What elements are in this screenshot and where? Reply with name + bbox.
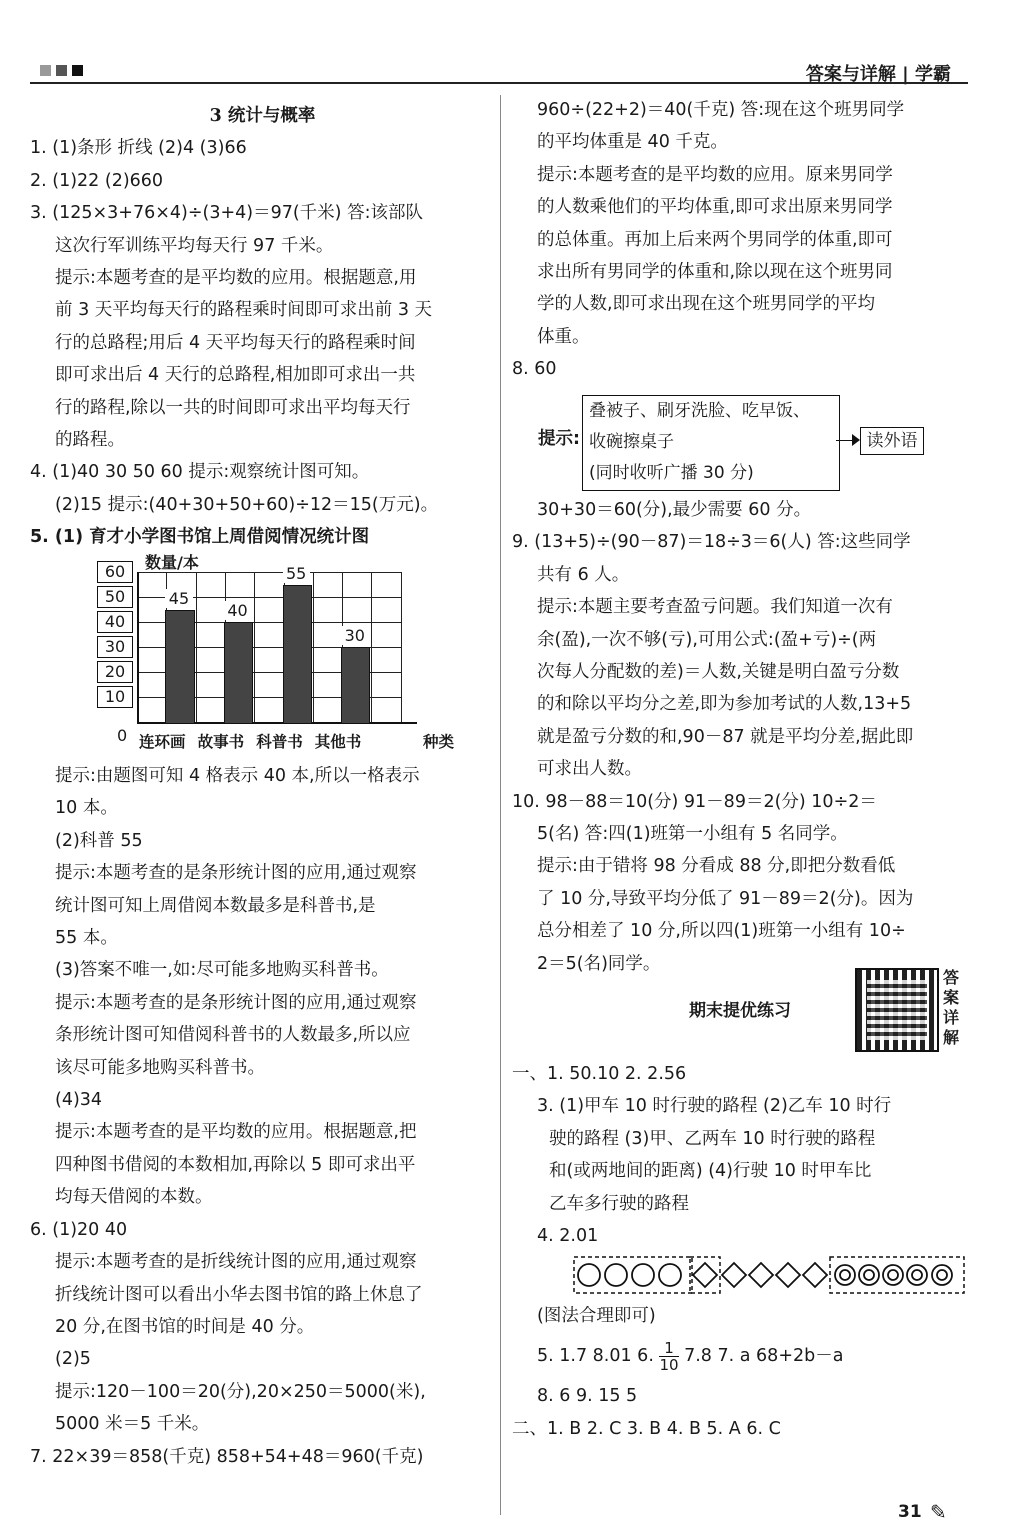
hint-line: 提示:本题考查的是条形统计图的应用,通过观察 (55, 992, 417, 1013)
circle-shape (578, 1264, 600, 1286)
chart-bar (224, 622, 253, 724)
chart-y-axis (137, 572, 139, 722)
section-title: 3 统计与概率 (209, 106, 316, 126)
answer-line: 驶的路程 (3)甲、乙两车 10 时行驶的路程 (549, 1128, 876, 1149)
circle-shape (605, 1264, 627, 1286)
circle-shape (659, 1264, 681, 1286)
answer-line: 一、1. 50.10 2. 2.56 (512, 1064, 687, 1084)
answer-line: 8. 60 (512, 359, 557, 380)
qr-label: 答案详解 (942, 968, 959, 1047)
answer-line: 3. (125×3+76×4)÷(3+4)＝97(千米) 答:该部队 (30, 203, 423, 224)
chart-bar-label: 30 (341, 626, 368, 645)
chart-bar (165, 610, 194, 725)
chart-y-tick: 50 (97, 586, 133, 608)
section2-title: 期末提优练习 (689, 1001, 791, 1021)
hint-line: 55 本。 (55, 928, 118, 949)
answer-line: (2)科普 55 (55, 830, 143, 851)
chart-gridline (371, 572, 372, 722)
hint-line: 提示:本题考查的是平均数的应用。根据题意,用 (55, 268, 417, 289)
hint-line: 四种图书借阅的本数相加,再除以 5 即可求出平 (55, 1154, 416, 1175)
hint-line: 即可求出后 4 天行的总路程,相加即可求出一共 (55, 365, 416, 386)
page-number: 31 (898, 1502, 922, 1522)
chart-y-tick: 10 (97, 686, 133, 708)
answer-line: 这次行军训练平均每天行 97 千米。 (55, 235, 334, 256)
answer-text: 7.8 7. a 68+2b－a (678, 1346, 844, 1367)
answer-line: 7. 22×39＝858(千克) 858+54+48＝960(千克) (30, 1446, 424, 1467)
header-bar (30, 60, 1006, 85)
ring-shape (932, 1265, 952, 1285)
chart-gridline (254, 572, 255, 722)
right-column (512, 94, 982, 386)
left-column (30, 100, 495, 554)
chart-zero-label: 0 (117, 726, 128, 745)
hint-line: 提示:本题考查的是折线统计图的应用,通过观察 (55, 1252, 417, 1273)
chart-x-tick: 其他书 (314, 733, 362, 751)
chart-y-tick: 40 (97, 611, 133, 633)
chart-gridline (137, 572, 401, 573)
hint-line: 前 3 天平均每天行的路程乘时间即可求出前 3 天 (55, 300, 433, 321)
answer-line: 960÷(22+2)＝40(千克) 答:现在这个班男同学 (537, 100, 905, 120)
hint-line: 的人数乘他们的平均体重,即可求出原来男同学 (537, 197, 893, 218)
chart-x-tick: 科普书 (256, 733, 303, 751)
diamond-shape (749, 1263, 773, 1287)
hint-line: 可求出人数。 (537, 759, 642, 780)
hint-line: 均每天借阅的本数。 (55, 1187, 213, 1208)
chart-bar (283, 585, 312, 725)
left-column-lower (30, 760, 495, 1473)
answer-line: 的平均体重是 40 千克。 (537, 132, 728, 153)
chart-y-tick: 30 (97, 636, 133, 658)
hint-line: 提示:本题考查的是条形统计图的应用,通过观察 (55, 863, 417, 884)
chart-y-tick: 60 (97, 561, 133, 583)
pencil-icon: ✎ (930, 1500, 947, 1524)
hint-line: 行的总路程;用后 4 天平均每天行的路程乘时间 (55, 332, 416, 353)
hint-line: 折线统计图可以看出小华去图书馆的路上休息了 (55, 1284, 423, 1305)
marker-square-icon (56, 65, 67, 76)
chart-bar (341, 647, 370, 724)
right-column-mid (512, 494, 982, 980)
dashed-group-circles (574, 1257, 692, 1293)
chart-gridline (313, 572, 314, 722)
hint-line: 的路程。 (55, 430, 125, 451)
marker-square-icon (72, 65, 83, 76)
hint-line: 的总体重。再加上后来两个男同学的体重,即可 (537, 229, 893, 250)
answer-line: 乙车多行驶的路程 (549, 1193, 689, 1214)
flow-task-box (582, 395, 840, 491)
ring-shape (859, 1265, 879, 1285)
answer-line: 二、1. B 2. C 3. B 4. B 5. A 6. C (512, 1418, 781, 1439)
chart-caption: 5. (1) 育才小学图书馆上周借阅情况统计图 (30, 527, 370, 548)
answer-line: 共有 6 人。 (537, 564, 630, 585)
diamond-shape (776, 1263, 800, 1287)
chart-xlabel: 种类 (423, 733, 455, 751)
hint-line: 行的路程,除以一共的时间即可求出平均每天行 (55, 397, 411, 418)
brand-title: 答案与详解 | 学霸 (805, 64, 951, 85)
ring-shape (907, 1265, 927, 1285)
answer-line: (4)34 (55, 1090, 103, 1111)
answer-line: 30+30＝60(分),最少需要 60 分。 (537, 500, 812, 520)
shape-grouping-diagram (572, 1254, 967, 1296)
chart-x-tick: 故事书 (197, 733, 245, 751)
right-column-end (512, 1300, 982, 1445)
right-column-bottom (512, 1058, 982, 1252)
fraction (659, 1340, 678, 1373)
hint-line: 学的人数,即可求出现在这个班男同学的平均 (537, 294, 876, 315)
hint-line: 求出所有男同学的体重和,除以现在这个班男同 (537, 262, 893, 283)
chart-ylabel: 数量/本 (145, 553, 199, 572)
hint-line: 10 本。 (55, 798, 118, 819)
answer-line: 6. (1)20 40 (30, 1219, 128, 1240)
answer-line: 5(名) 答:四(1)班第一小组有 5 名同学。 (537, 824, 848, 845)
answer-line: 3. (1)甲车 10 时行驶的路程 (2)乙车 10 时行 (537, 1096, 892, 1117)
chart-x-tick: 连环画 (139, 733, 186, 751)
answer-line: 9. (13+5)÷(90－87)＝18÷3＝6(人) 答:这些同学 (512, 532, 911, 553)
diamond-shape (803, 1263, 827, 1287)
flow-target-box: 读外语 (860, 427, 924, 455)
diamond-shape (722, 1263, 746, 1287)
chart-gridline (196, 572, 197, 722)
answer-line: 8. 6 9. 15 5 (537, 1386, 638, 1407)
hint-line: 次每人分配数的差)＝人数,关键是明白盈亏分数 (537, 662, 900, 683)
hint-line: 条形统计图可知借阅科普书的人数最多,所以应 (55, 1025, 411, 1046)
hint-line: 提示:120－100＝20(分),20×250＝5000(米), (55, 1381, 426, 1402)
flow-hint-label: 提示: (538, 429, 580, 449)
answer-line: (3)答案不唯一,如:尽可能多地购买科普书。 (55, 960, 389, 981)
hint-line: 余(盈),一次不够(亏),可用公式:(盈+亏)÷(两 (537, 629, 877, 650)
answer-text: 5. 1.7 8.01 6. (537, 1346, 660, 1367)
answer-line: 和(或两地间的距离) (4)行驶 10 时甲车比 (549, 1161, 872, 1182)
chart-y-tick: 20 (97, 661, 133, 683)
hint-line: 体重。 (537, 326, 590, 347)
hint-line: 提示:本题考查的是平均数的应用。原来男同学 (537, 164, 893, 185)
chart-bar-label: 40 (224, 601, 251, 620)
fraction-denominator: 10 (659, 1355, 679, 1374)
diamond-shape (693, 1263, 717, 1287)
hint-line: 提示:由于错将 98 分看成 88 分,即把分数看低 (537, 856, 896, 877)
flow-task-line: 收碗擦桌子 (589, 432, 674, 452)
answer-line: 4. (1)40 30 50 60 提示:观察统计图可知。 (30, 462, 370, 483)
flow-task-line: 叠被子、刷牙洗脸、吃早饭、 (589, 401, 810, 421)
hint-line: 了 10 分,导致平均分低了 91－89＝2(分)。因为 (537, 888, 914, 909)
answer-line-fraction (512, 1332, 982, 1380)
bar-chart (85, 550, 455, 772)
hint-line: 就是盈亏分数的和,90－87 就是平均分差,据此即 (537, 726, 914, 747)
answer-line: (2)5 (55, 1349, 91, 1370)
hint-line: 总分相差了 10 分,所以四(1)班第一小组有 10÷ (537, 921, 906, 942)
arrow-head-icon (852, 434, 860, 446)
ring-shape (883, 1265, 903, 1285)
marker-square-icon (40, 65, 51, 76)
qr-code-icon[interactable] (855, 968, 939, 1052)
chart-bar-label: 45 (165, 589, 192, 608)
chart-gridline (401, 572, 402, 722)
hint-line: 20 分,在图书馆的时间是 40 分。 (55, 1316, 315, 1337)
answer-line: 10. 98－88＝10(分) 91－89＝2(分) 10÷2＝ (512, 791, 877, 812)
hint-line: 该尽可能多地购买科普书。 (55, 1057, 265, 1078)
ring-shape (835, 1265, 855, 1285)
hint-line: 提示:本题主要考查盈亏问题。我们知道一次有 (537, 597, 893, 618)
hint-line: 2＝5(名)同学。 (537, 953, 661, 974)
fraction-numerator: 1 (659, 1340, 678, 1357)
hint-line: 的和除以平均分之差,即为参加考试的人数,13+5 (537, 694, 912, 715)
answer-line: 1. (1)条形 折线 (2)4 (3)66 (30, 138, 247, 159)
answer-line: 4. 2.01 (537, 1226, 599, 1247)
answer-line: 2. (1)22 (2)660 (30, 170, 164, 191)
hint-line: 提示:由题图可知 4 格表示 40 本,所以一格表示 (55, 766, 420, 786)
chart-bar-label: 55 (283, 564, 310, 583)
hint-line: 5000 米＝5 千米。 (55, 1414, 210, 1435)
answer-line: (2)15 提示:(40+30+50+60)÷12＝15(万元)。 (55, 494, 439, 515)
answer-line: (图法合理即可) (537, 1306, 656, 1326)
header-rule (30, 82, 968, 84)
hint-line: 提示:本题考查的是平均数的应用。根据题意,把 (55, 1122, 417, 1143)
column-divider (500, 95, 501, 1515)
circle-shape (632, 1264, 654, 1286)
hint-line: 统计图可知上周借阅本数最多是科普书,是 (55, 895, 376, 916)
flow-task-line: (同时收听广播 30 分) (589, 463, 754, 483)
